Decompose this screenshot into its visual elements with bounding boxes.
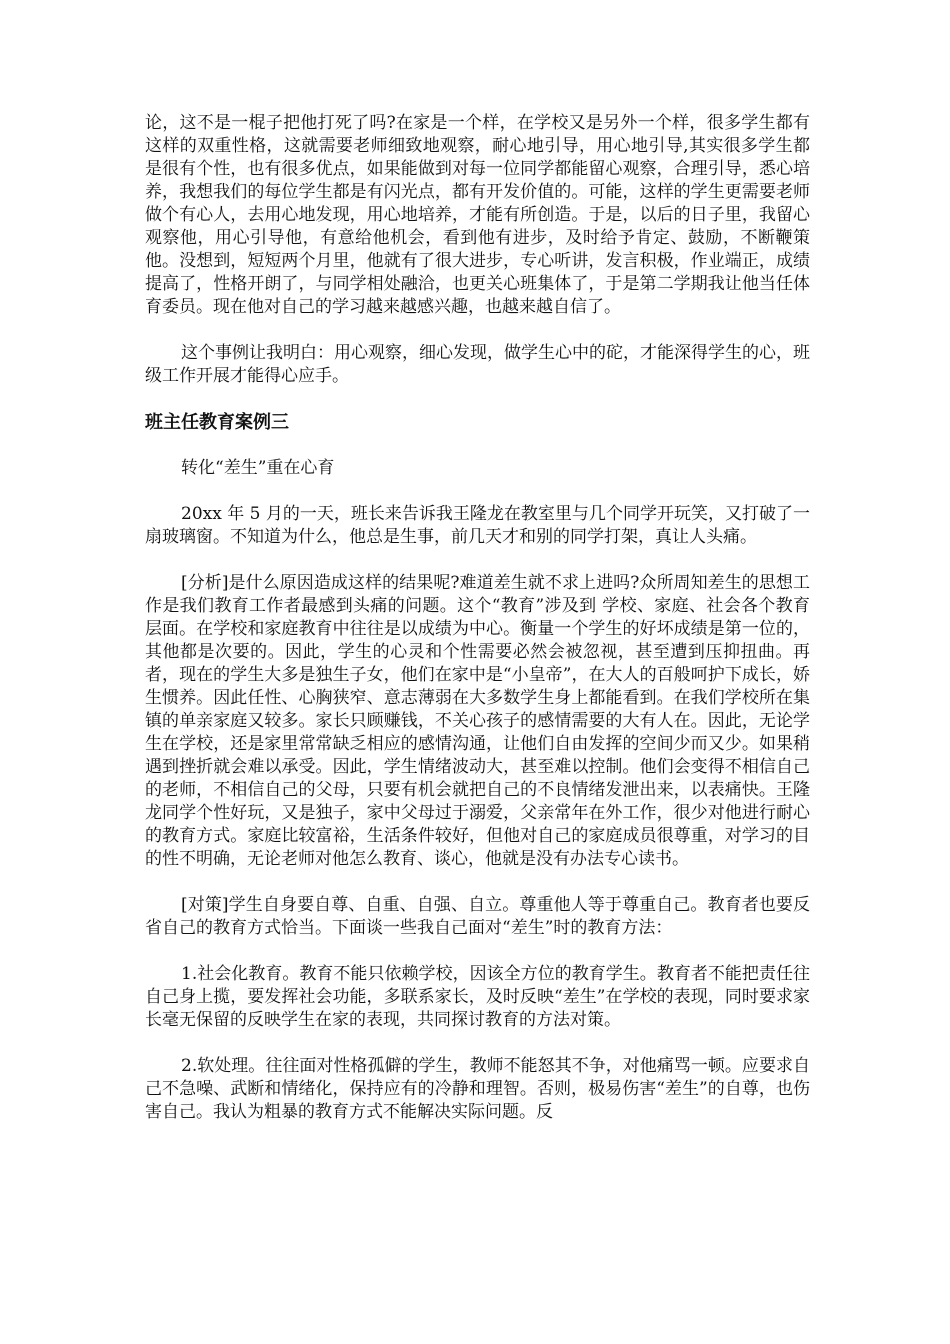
paragraph-lesson: 这个事例让我明白：用心观察，细心发现，做学生心中的砣，才能深得学生的心，班级工作开展才能得心应手。 bbox=[145, 343, 810, 386]
paragraph-strategy: [对策]学生自身要自尊、自重、自强、自立。尊重他人等于尊重自己。教育者也要反省自己的教育方式恰当。下面谈一些我自己面对“差生”时的教育方法： bbox=[145, 895, 810, 938]
paragraph-continued: 论，这不是一棍子把他打死了吗?在家是一个样，在学校又是另外一个样，很多学生都有这样的双重性格，这就需要老师细致地观察，耐心地引导，用心地引导,其实很多学生都是很有个性，也有很多优点，如果能做到对每一位同学都能留心观察，合理引导，悉心培养，我想我们的每位学生都是有闪光点，都有开发价值的。可能，这样的学生更需要老师做个有心人，去用心地发现，用心地培养，才能有所创造。于是，以后的日子里，我留心观察他，用心引导他，有意给他机会，看到他有进步，及时给予肯定、鼓励，不断鞭策他。没想到，短短两个月里，他就有了很大进步，专心听讲，发言积极，作业端正，成绩提高了，性格开朗了，与同学相处融洽，也更关心班集体了，于是第二学期我让他当任体育委员。现在他对自己的学习越来越感兴趣，也越来越自信了。 bbox=[145, 113, 810, 317]
case-subtitle: 转化“差生”重在心育 bbox=[181, 458, 335, 478]
paragraph-method-2: 2.软处理。往往面对性格孤僻的学生，教师不能怒其不争，对他痛骂一顿。应要求自己不急噪、武断和情绪化，保持应有的冷静和理智。否则，极易伤害“差生”的自尊，也伤害自己。我认为粗暴的教育方式不能解决实际问题。反 bbox=[145, 1056, 810, 1122]
section-heading: 班主任教育案例三 bbox=[145, 412, 289, 433]
paragraph-incident: 20xx 年 5 月的一天，班长来告诉我王隆龙在教室里与几个同学开玩笑，又打破了一扇玻璃窗。不知道为什么，他总是生事，前几天才和别的同学打架，真让人头痛。 bbox=[145, 504, 810, 547]
document-page bbox=[145, 112, 810, 1124]
paragraph-analysis: [分析]是什么原因造成这样的结果呢?难道差生就不求上进吗?众所周知差生的思想工作是我们教育工作者最感到头痛的问题。这个“教育”涉及到 学校、家庭、社会各个教育层面。在学校和家庭教育中往往是以成绩为中心。衡量一个学生的好坏成绩是第一位的，其他都是次要的。因此，学生的心灵和个性需要必然会被忽视，甚至遭到压抑扭曲。再者，现在的学生大多是独生子女，他们在家中是“小皇帝”，在大人的百般呵护下成长，娇生惯养。因此任性、心胸狭窄、意志薄弱在大多数学生身上都能看到。在我们学校所在集镇的单亲家庭又较多。家长只顾赚钱，不关心孩子的感情需要的大有人在。因此，无论学生在学校，还是家里常常缺乏相应的感情沟通，让他们自由发挥的空间少而又少。如果稍遇到挫折就会难以承受。因此，学生情绪波动大，甚至难以控制。他们会变得不相信自己的老师，不相信自己的父母，只要有机会就把自己的不良情绪发泄出来，以表痛快。王隆龙同学个性好玩，又是独子，家中父母过于溺爱，父亲常年在外工作，很少对他进行耐心的教育方式。家庭比较富裕，生活条件较好，但他对自己的家庭成员很尊重，对学习的目的性不明确，无论老师对他怎么教育、谈心，他就是没有办法专心读书。 bbox=[145, 573, 810, 869]
paragraph-method-1: 1.社会化教育。教育不能只依赖学校，因该全方位的教育学生。教育者不能把责任往自己身上揽，要发挥社会功能，多联系家长，及时反映“差生”在学校的表现，同时要求家长毫无保留的反映学生在家的表现，共同探讨教育的方法对策。 bbox=[145, 964, 810, 1030]
